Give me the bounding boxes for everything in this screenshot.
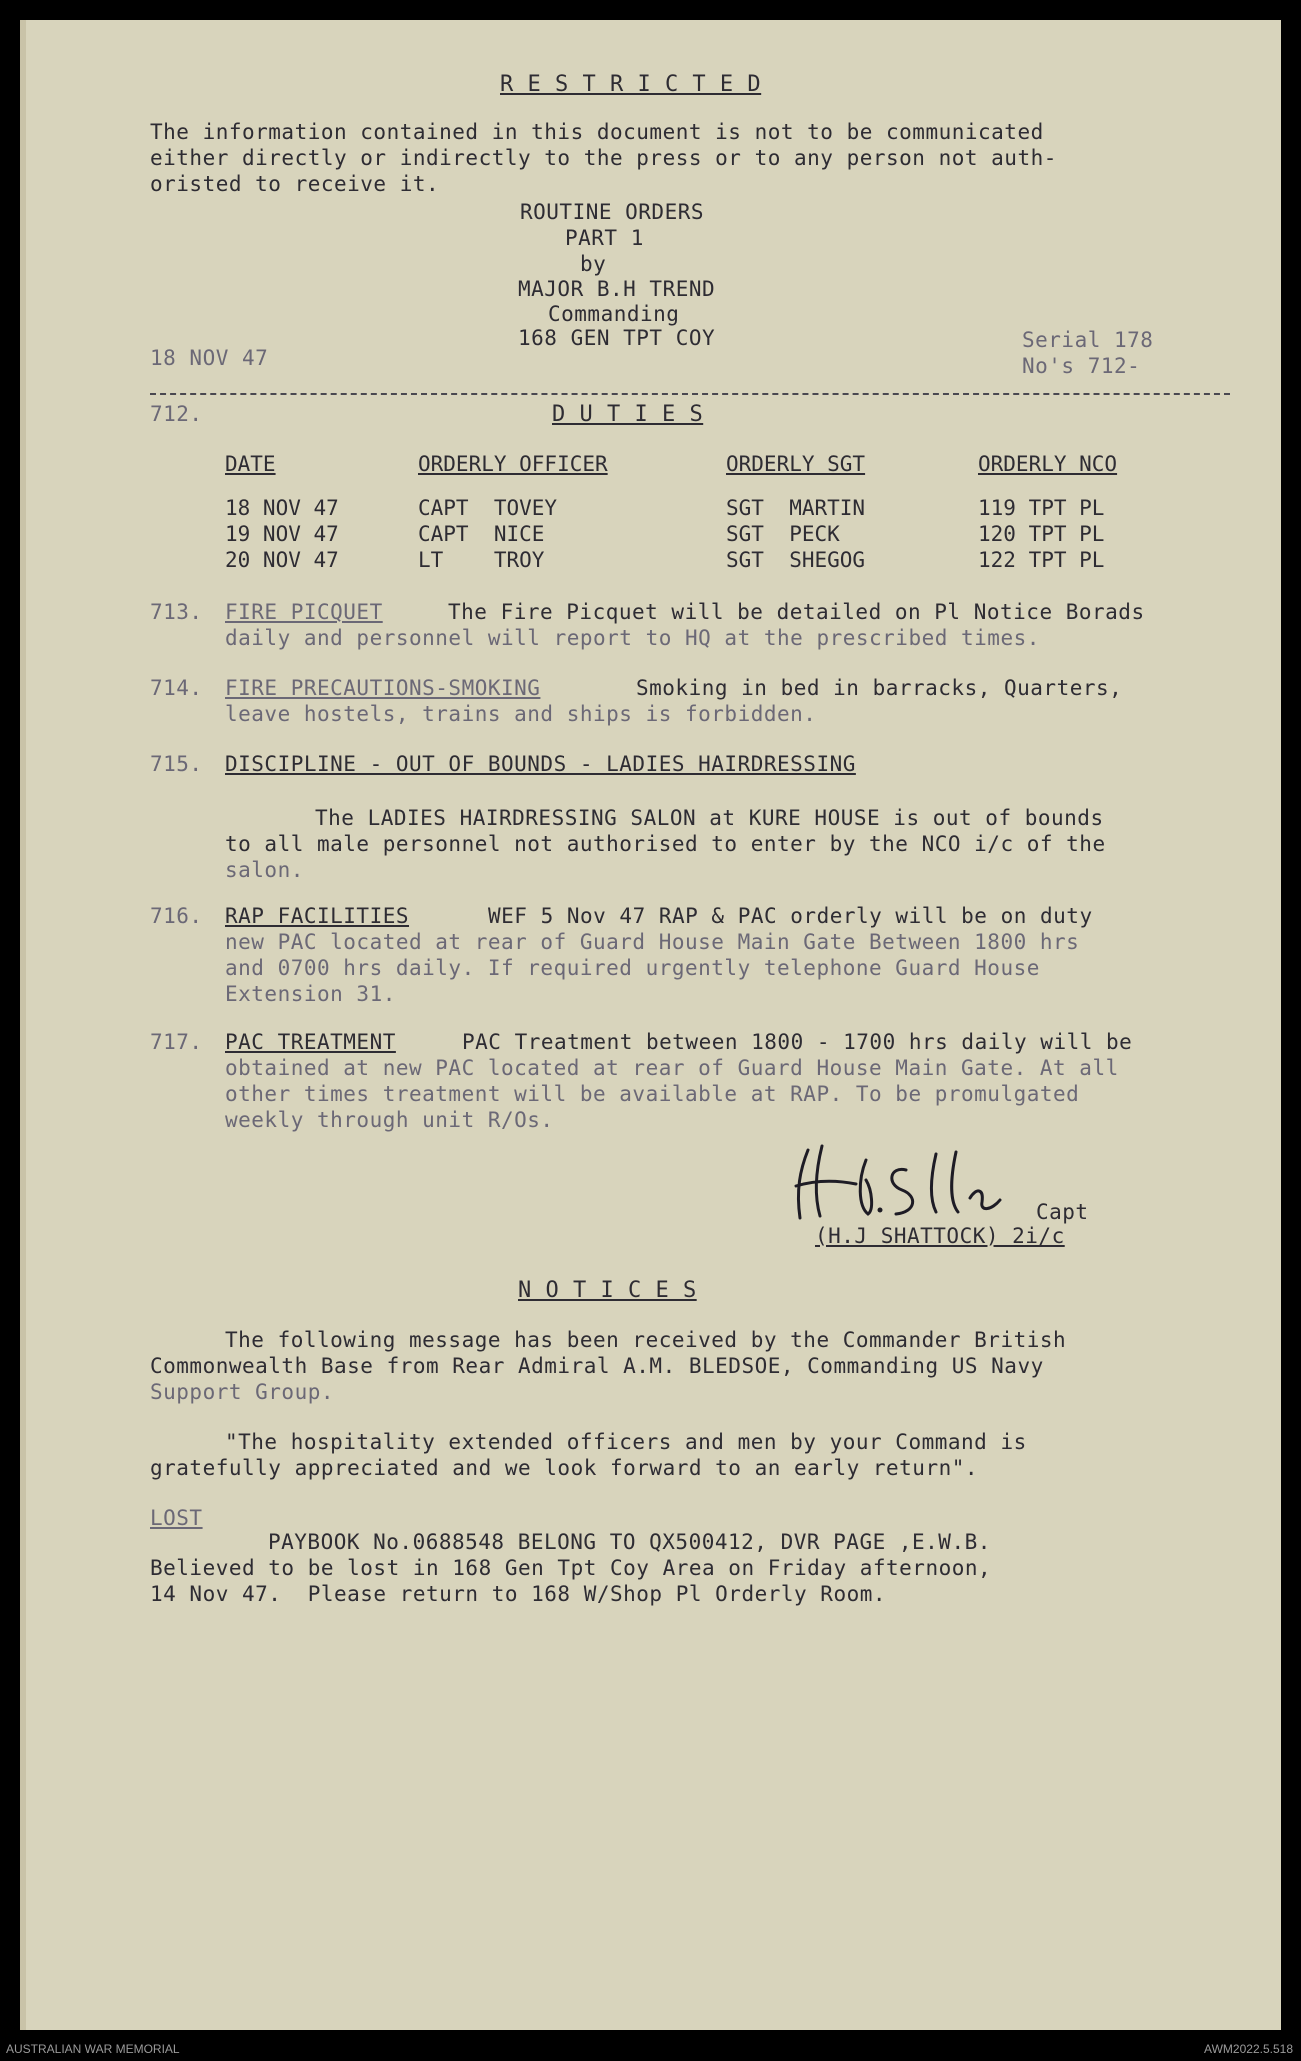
order-717-line-1: PAC Treatment between 1800 - 1700 hrs daily will be (462, 1030, 1133, 1054)
order-717-line-4: weekly through unit R/Os. (225, 1108, 554, 1132)
order-716-number: 716. (150, 904, 203, 928)
footer-source: AUSTRALIAN WAR MEMORIAL (6, 2042, 180, 2056)
order-715-line-1: The LADIES HAIRDRESSING SALON at KURE HOUSE is out of bounds (315, 806, 1104, 830)
order-716-line-1: WEF 5 Nov 47 RAP & PAC orderly will be on duty (488, 904, 1093, 928)
title-line-4: MAJOR B.H TREND (518, 277, 716, 301)
order-713-title: FIRE PICQUET (225, 600, 383, 624)
lost-line-1: PAYBOOK No.0688548 BELONG TO QX500412, DVR PAGE ,E.W.B. (268, 1530, 991, 1554)
lost-line-3: 14 Nov 47. Please return to 168 W/Shop Pl Orderly Room. (150, 1582, 887, 1606)
notice-quote-line-1: "The hospitality extended officers and men by your Command is (225, 1430, 1027, 1454)
order-715-number: 715. (150, 752, 203, 776)
lost-line-2: Believed to be lost in 168 Gen Tpt Coy Area on Friday afternoon, (150, 1556, 992, 1580)
title-line-2: PART 1 (565, 226, 644, 250)
lost-label: LOST (150, 1506, 203, 1530)
col-header-date: DATE (225, 452, 276, 476)
order-714-line-1: Smoking in bed in barracks, Quarters, (636, 676, 1123, 700)
title-line-1: ROUTINE ORDERS (520, 200, 705, 224)
order-716-line-4: Extension 31. (225, 982, 396, 1006)
caveat-line-1: The information contained in this document is not to be communicated (150, 120, 1044, 144)
duty-row-2-officer: CAPT NICE (418, 522, 545, 546)
order-715-line-3: salon. (225, 858, 304, 882)
col-header-nco: ORDERLY NCO (978, 452, 1118, 476)
duty-row-3-date: 20 NOV 47 (225, 548, 339, 572)
order-713-number: 713. (150, 600, 203, 624)
notice-message-line-2: Commonwealth Base from Rear Admiral A.M. BLEDSOE, Commanding US Navy (150, 1354, 1044, 1378)
duty-row-1-nco: 119 TPT PL (978, 496, 1105, 520)
col-header-officer: ORDERLY OFFICER (418, 452, 608, 476)
col-header-sgt: ORDERLY SGT (726, 452, 866, 476)
duty-row-2-sgt: SGT PECK (726, 522, 840, 546)
order-717-line-2: obtained at new PAC located at rear of Guard House Main Gate. At all (225, 1056, 1119, 1080)
serial-number: Serial 178 (1022, 328, 1154, 352)
notice-quote-line-2: gratefully appreciated and we look forward to an early return". (150, 1456, 979, 1480)
order-717-line-3: other times treatment will be available at RAP. To be promulgated (225, 1082, 1080, 1106)
order-714-number: 714. (150, 676, 203, 700)
notice-message-line-3: Support Group. (150, 1380, 335, 1404)
order-714-title: FIRE PRECAUTIONS-SMOKING (225, 676, 541, 700)
order-715-line-2: to all male personnel not authorised to enter by the NCO i/c of the (225, 832, 1106, 856)
duty-row-1-date: 18 NOV 47 (225, 496, 339, 520)
signature-name: (H.J SHATTOCK) 2i/c (815, 1224, 1065, 1248)
duty-row-3-sgt: SGT SHEGOG (726, 548, 866, 572)
duties-heading: D U T I E S (552, 402, 704, 427)
order-717-title: PAC TREATMENT (225, 1030, 396, 1054)
order-717-number: 717. (150, 1030, 203, 1054)
order-716-line-2: new PAC located at rear of Guard House Main Gate Between 1800 hrs (225, 930, 1080, 954)
signature-rank: Capt (1036, 1200, 1089, 1224)
notices-heading: N O T I C E S (518, 1278, 697, 1303)
order-713-line-2: daily and personnel will report to HQ at the prescribed times. (225, 626, 1040, 650)
duty-row-3-officer: LT TROY (418, 548, 545, 572)
duties-number: 712. (150, 402, 203, 426)
notice-message-line-1: The following message has been received by the Commander British (225, 1328, 1067, 1352)
footer-accession: AWM2022.5.518 (1204, 2042, 1293, 2056)
title-line-5: Commanding (548, 302, 680, 326)
caveat-line-2: either directly or indirectly to the press or to any person not auth- (150, 146, 1057, 170)
duty-row-2-nco: 120 TPT PL (978, 522, 1105, 546)
paper-edge (20, 20, 26, 2030)
classification-heading: R E S T R I C T E D (500, 72, 762, 97)
duty-row-2-date: 19 NOV 47 (225, 522, 339, 546)
order-716-title: RAP FACILITIES (225, 904, 410, 928)
order-numbers: No's 712- (1022, 354, 1141, 378)
caveat-line-3: oristed to receive it. (150, 172, 440, 196)
order-date: 18 NOV 47 (150, 346, 269, 370)
order-715-title: DISCIPLINE - OUT OF BOUNDS - LADIES HAIRDRESSING (225, 752, 856, 776)
order-716-line-3: and 0700 hrs daily. If required urgently telephone Guard House (225, 956, 1040, 980)
order-713-line-1: The Fire Picquet will be detailed on Pl Notice Borads (448, 600, 1145, 624)
header-divider (150, 393, 1230, 395)
duty-row-1-sgt: SGT MARTIN (726, 496, 866, 520)
title-line-6: 168 GEN TPT COY (518, 326, 716, 350)
duty-row-1-officer: CAPT TOVEY (418, 496, 558, 520)
duty-row-3-nco: 122 TPT PL (978, 548, 1105, 572)
title-line-3: by (580, 252, 607, 276)
order-714-line-2: leave hostels, trains and ships is forbidden. (225, 702, 817, 726)
